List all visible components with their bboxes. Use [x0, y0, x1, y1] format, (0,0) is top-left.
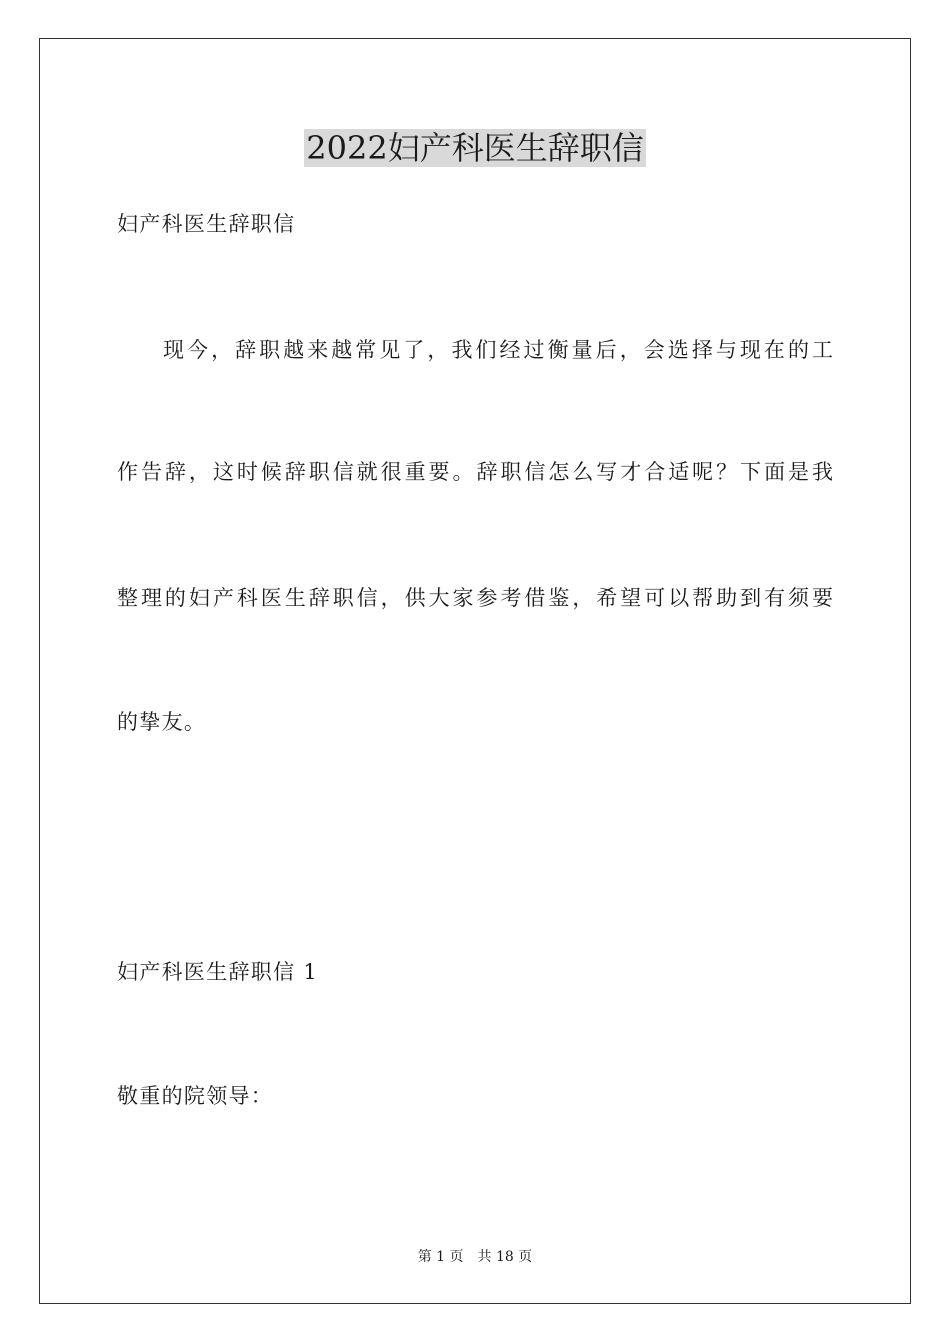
document-subtitle: 妇产科医生辞职信: [117, 212, 296, 236]
document-title: [0, 128, 950, 168]
intro-line-1: 现今，辞职越来越常见了，我们经过衡量后，会选择与现在的工: [163, 338, 833, 362]
page-number-total: 共 18 页: [477, 1249, 533, 1265]
salutation: 敬重的院领导：: [117, 1084, 274, 1108]
intro-line-3: 整理的妇产科医生辞职信，供大家参考借鉴，希望可以帮助到有须要: [117, 586, 833, 610]
document-title-text: 2022妇产科医生辞职信: [306, 129, 644, 167]
intro-line-4: 的挚友。: [117, 710, 207, 734]
section-heading: 妇产科医生辞职信 1: [117, 960, 319, 984]
intro-line-2: 作告辞，这时候辞职信就很重要。辞职信怎么写才合适呢？下面是我: [117, 460, 833, 484]
page-footer: [0, 1248, 950, 1266]
page-number-current: 第 1 页: [417, 1249, 464, 1265]
